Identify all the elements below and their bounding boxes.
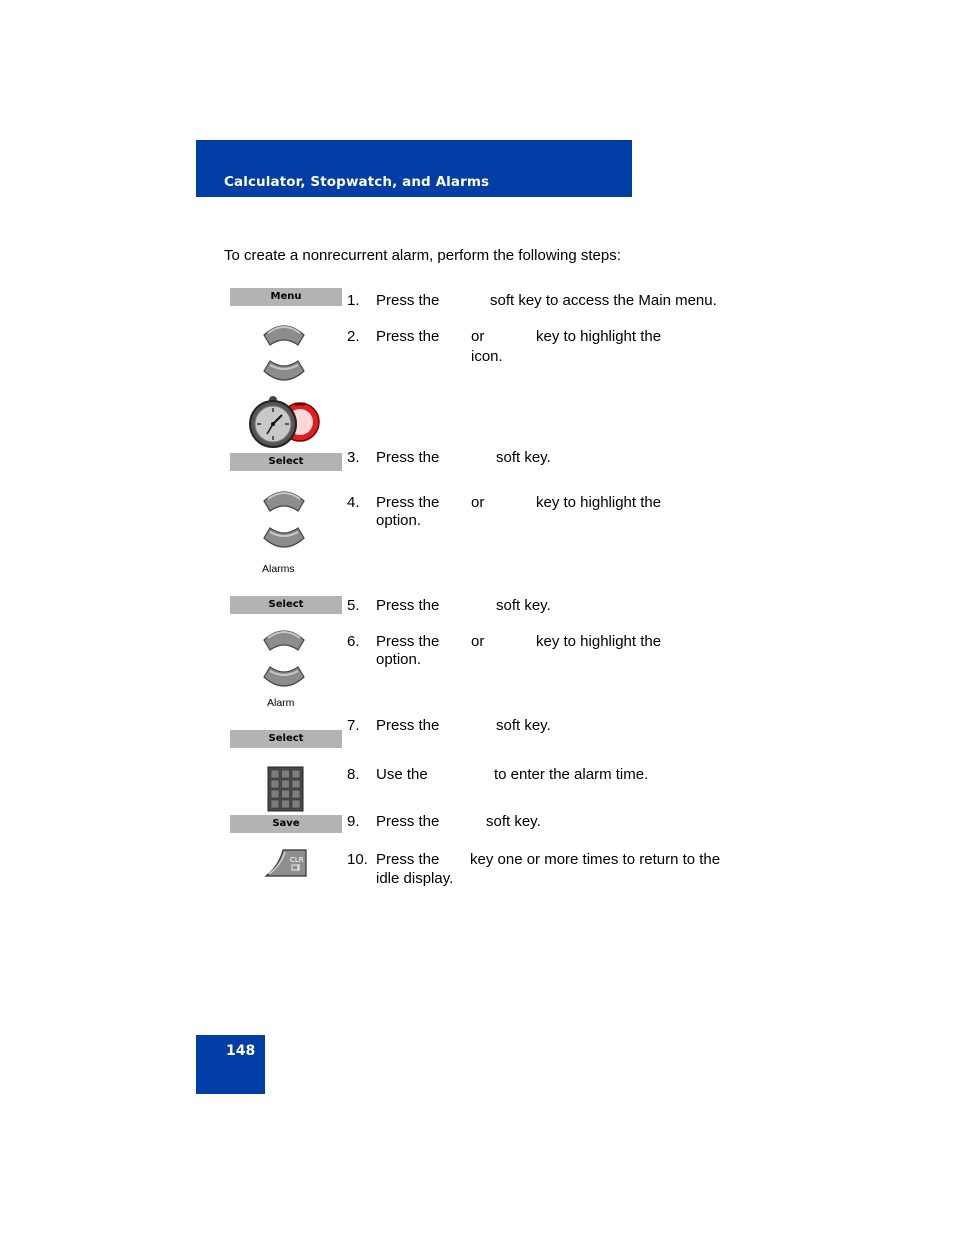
nav-down-key-icon — [262, 665, 306, 691]
step-text: soft key. — [486, 813, 541, 830]
step-number: 10. — [347, 851, 368, 868]
step-text: key to highlight the — [536, 494, 662, 511]
save-softkey-icon: Save — [230, 815, 342, 833]
nav-down-key-icon — [262, 526, 306, 552]
step-text: key to highlight the — [536, 633, 662, 650]
step-text: soft key. — [496, 597, 551, 614]
select-softkey-icon: Select — [230, 596, 342, 614]
nav-up-key-icon — [262, 321, 306, 347]
step-text: Press the — [376, 597, 440, 614]
chapter-title: Calculator, Stopwatch, and Alarms — [224, 174, 490, 190]
nav-up-key-icon — [262, 487, 306, 513]
select-softkey-icon: Select — [230, 730, 342, 748]
step-text: Press the — [376, 292, 440, 309]
step-text: soft key. — [496, 449, 551, 466]
step-number: 5. — [347, 597, 360, 614]
alarms-caption: Alarms — [262, 563, 295, 575]
step-text: idle display. — [376, 870, 454, 887]
step-text: key to highlight the — [536, 328, 662, 345]
step-text: Press the — [376, 449, 440, 466]
step-text: soft key. — [496, 717, 551, 734]
step-number: 3. — [347, 449, 360, 466]
step-text: or — [471, 633, 485, 650]
step-number: 2. — [347, 328, 360, 345]
stopwatch-alarm-app-icon — [249, 396, 321, 448]
nav-down-key-icon — [262, 359, 306, 385]
clr-key-icon — [265, 848, 309, 878]
clr-key-label: CLR — [290, 856, 304, 864]
step-number: 6. — [347, 633, 360, 650]
step-number: 4. — [347, 494, 360, 511]
step-number: 9. — [347, 813, 360, 830]
page-number: 148 — [226, 1043, 256, 1059]
step-text: Press the — [376, 494, 440, 511]
intro-text: To create a nonrecurrent alarm, perform the following steps: — [224, 247, 621, 264]
nav-up-key-icon — [262, 626, 306, 652]
step-number: 1. — [347, 292, 360, 309]
step-number: 8. — [347, 766, 360, 783]
step-text: Press the — [376, 328, 440, 345]
step-text: Press the — [376, 851, 440, 868]
step-text: option. — [376, 651, 422, 668]
step-text: or — [471, 494, 485, 511]
step-text: option. — [376, 512, 422, 529]
step-number: 7. — [347, 717, 360, 734]
step-text: to enter the alarm time. — [494, 766, 649, 783]
step-text: Press the — [376, 633, 440, 650]
step-text: Use the — [376, 766, 428, 783]
select-softkey-icon: Select — [230, 453, 342, 471]
menu-softkey-icon: Menu — [230, 288, 342, 306]
step-text: or — [471, 328, 485, 345]
dialpad-icon — [268, 767, 303, 811]
step-text: Press the — [376, 717, 440, 734]
step-text: Press the — [376, 813, 440, 830]
step-text: soft key to access the Main menu. — [490, 292, 717, 309]
step-text: key one or more times to return to the — [470, 851, 721, 868]
step-text: icon. — [471, 348, 503, 365]
alarm-caption: Alarm — [267, 697, 295, 709]
